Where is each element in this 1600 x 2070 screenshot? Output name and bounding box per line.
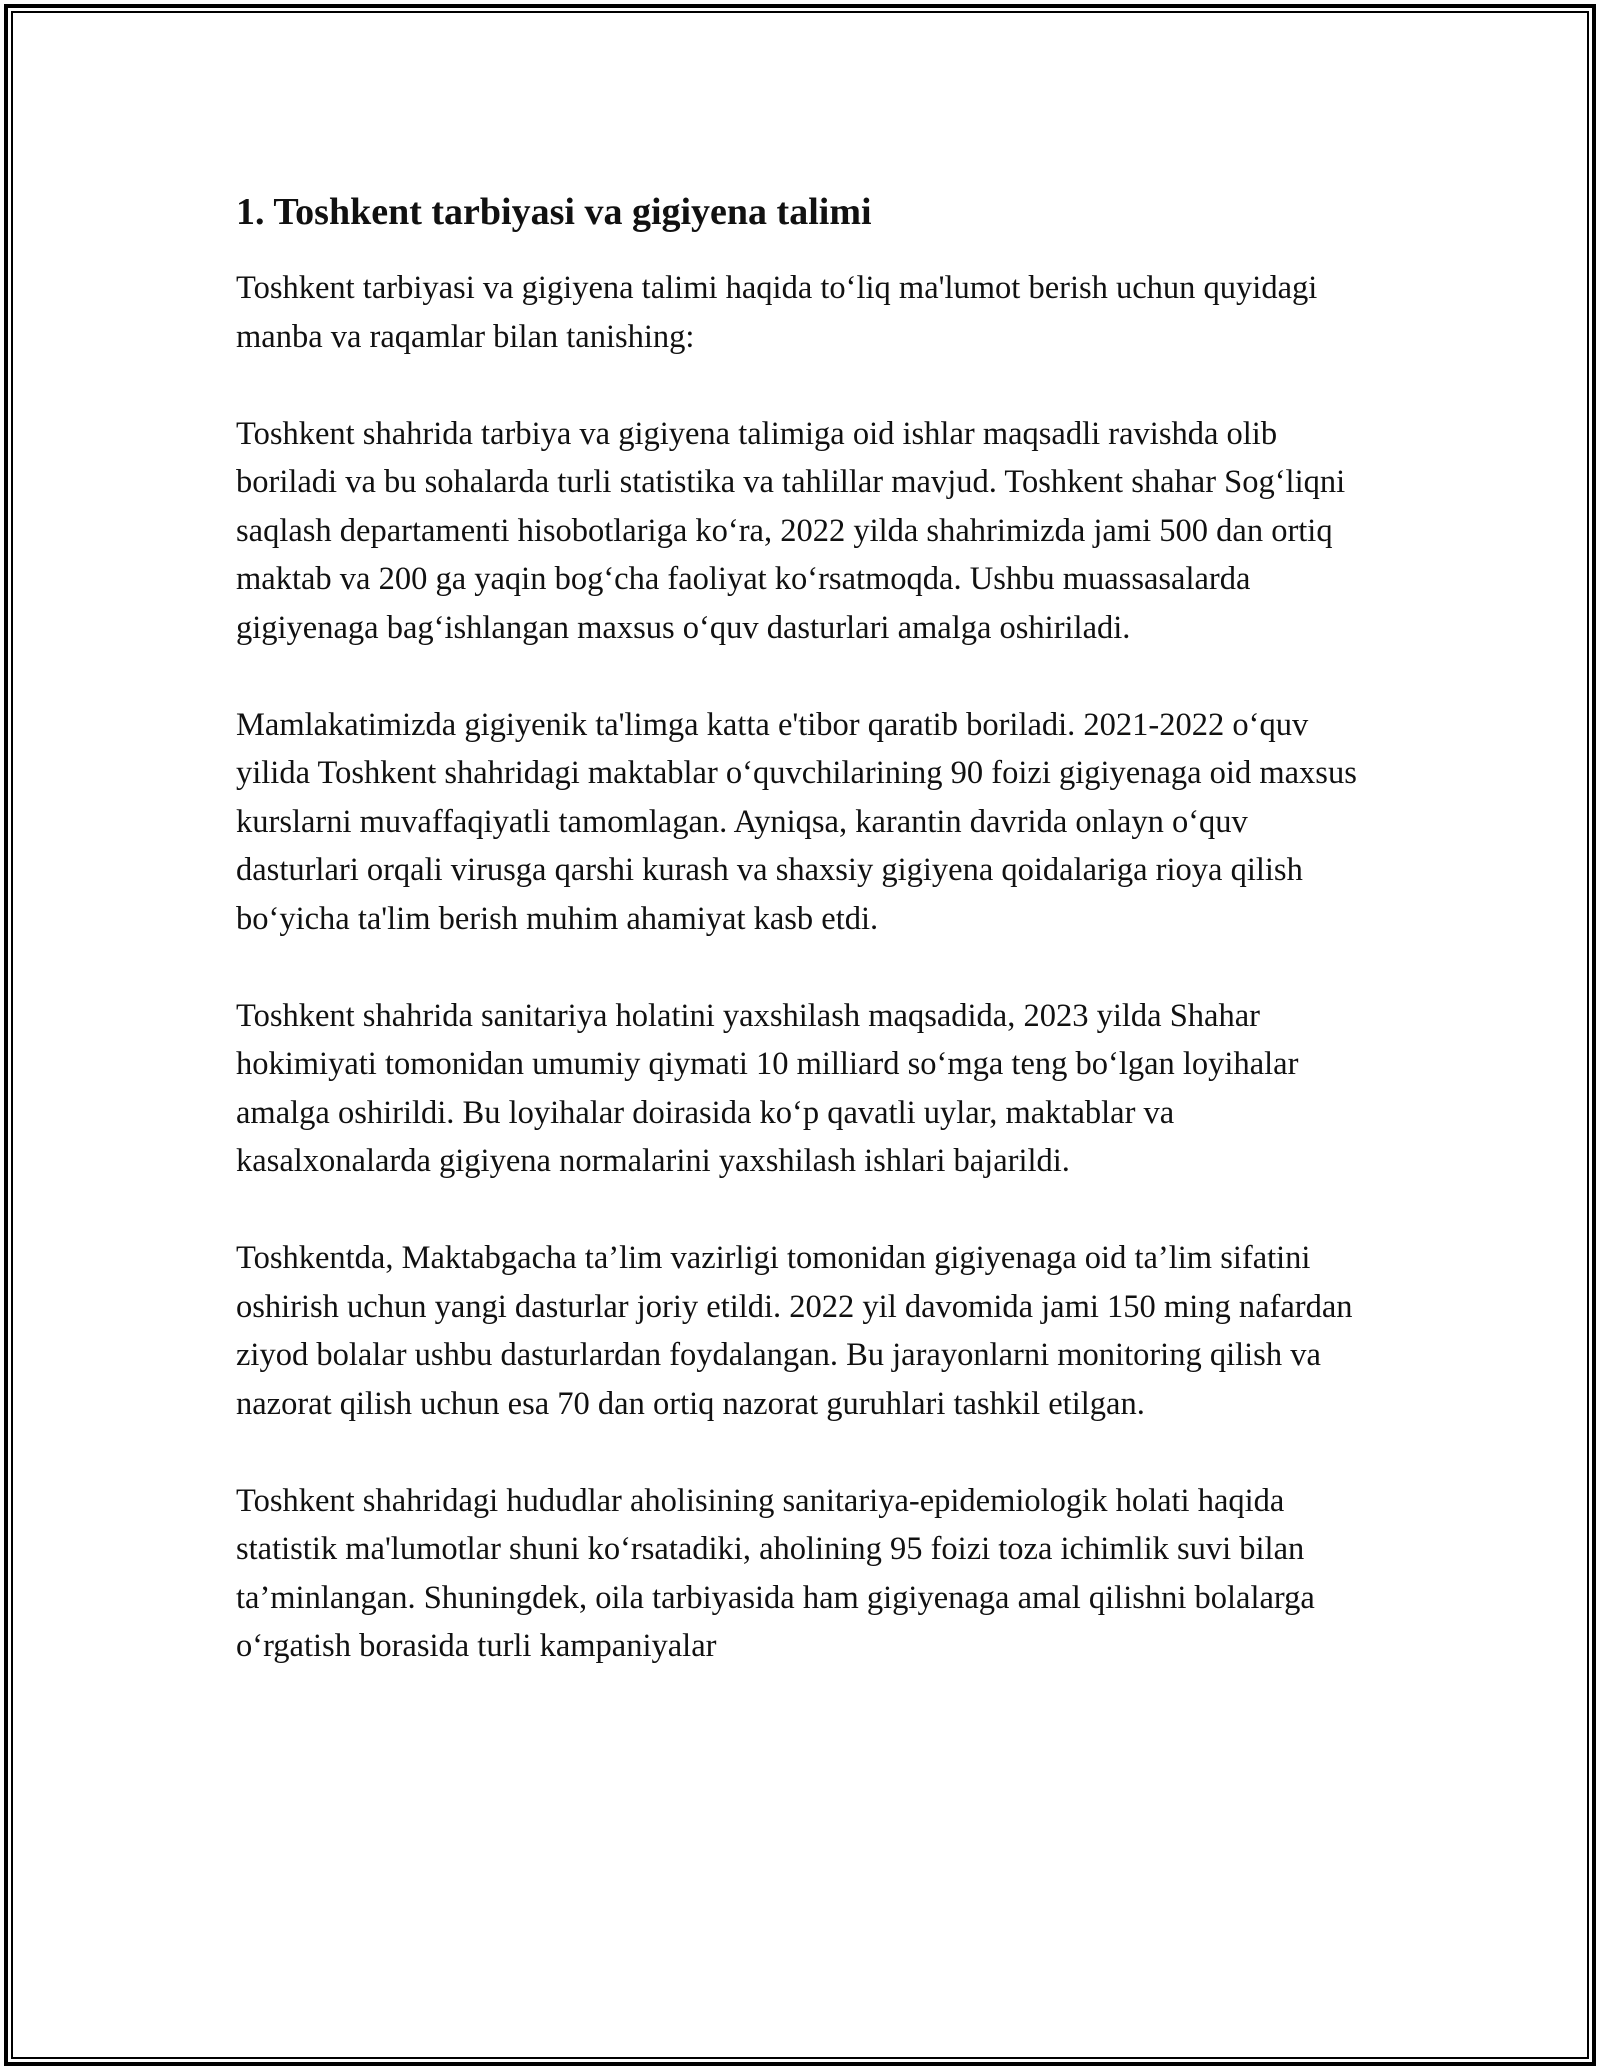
document-body	[236, 186, 1366, 1671]
paragraph-sanitation: Toshkent shahrida sanitariya holatini yaxshilash maqsadida, 2023 yilda Shahar hokimiyati tomonidan umumiy qiymati 10 milliard so‘mga teng bo‘lgan loyihalar amalga oshirildi. Bu loyihalar doirasida ko‘p qavatli uylar, maktablar va kasalxonalarda gigiyena normalarini yaxshilash ishlari bajarildi.	[236, 997, 1299, 1179]
paragraph-water: Toshkent shahridagi hududlar aholisining sanitariya-epidemiologik holati haqida statistik ma'lumotlar shuni ko‘rsatadiki, aholining 95 foizi toza ichimlik suvi bilan ta’minlangan. Shuningdek, oila tarbiyasida ham gigiyenaga amal qilishni bolalarga o‘rgatish borasida turli kampaniyalar	[236, 1482, 1315, 1664]
paragraph-schools: Toshkent shahrida tarbiya va gigiyena talimiga oid ishlar maqsadli ravishda olib boriladi va bu sohalarda turli statistika va tahlillar mavjud. Toshkent shahar Sog‘liqni saqlash departamenti hisobotlariga ko‘ra, 2022 yilda shahrimizda jami 500 dan ortiq maktab va 200 ga yaqin bog‘cha faoliyat ko‘rsatmoqda. Ushbu muassasalarda gigiyenaga bag‘ishlangan maxsus o‘quv dasturlari amalga oshiriladi.	[236, 415, 1346, 646]
paragraph-intro: Toshkent tarbiyasi va gigiyena talimi haqida to‘liq ma'lumot berish uchun quyidagi manba va raqamlar bilan tanishing:	[236, 270, 1318, 355]
paragraph-preschool: Toshkentda, Maktabgacha ta’lim vazirligi tomonidan gigiyenaga oid ta’lim sifatini oshirish uchun yangi dasturlar joriy etildi. 2022 yil davomida jami 150 ming nafardan ziyod bolalar ushbu dasturlardan foydalangan. Bu jarayonlarni monitoring qilish va nazorat qilish uchun esa 70 dan ortiq nazorat guruhlari tashkil etilgan.	[236, 1240, 1353, 1422]
paragraph-education: Mamlakatimizda gigiyenik ta'limga katta e'tibor qaratib boriladi. 2021-2022 o‘quv yilida Toshkent shahridagi maktablar o‘quvchilarining 90 foizi gigiyenaga oid maxsus kurslarni muvaffaqiyatli tamomlagan. Ayniqsa, karantin davrida onlayn o‘quv dasturlari orqali virusga qarshi kurash va shaxsiy gigiyena qoidalariga rioya qilish bo‘yicha ta'lim berish muhim ahamiyat kasb etdi.	[236, 706, 1357, 937]
section-title: 1. Toshkent tarbiyasi va gigiyena talimi	[236, 191, 872, 233]
